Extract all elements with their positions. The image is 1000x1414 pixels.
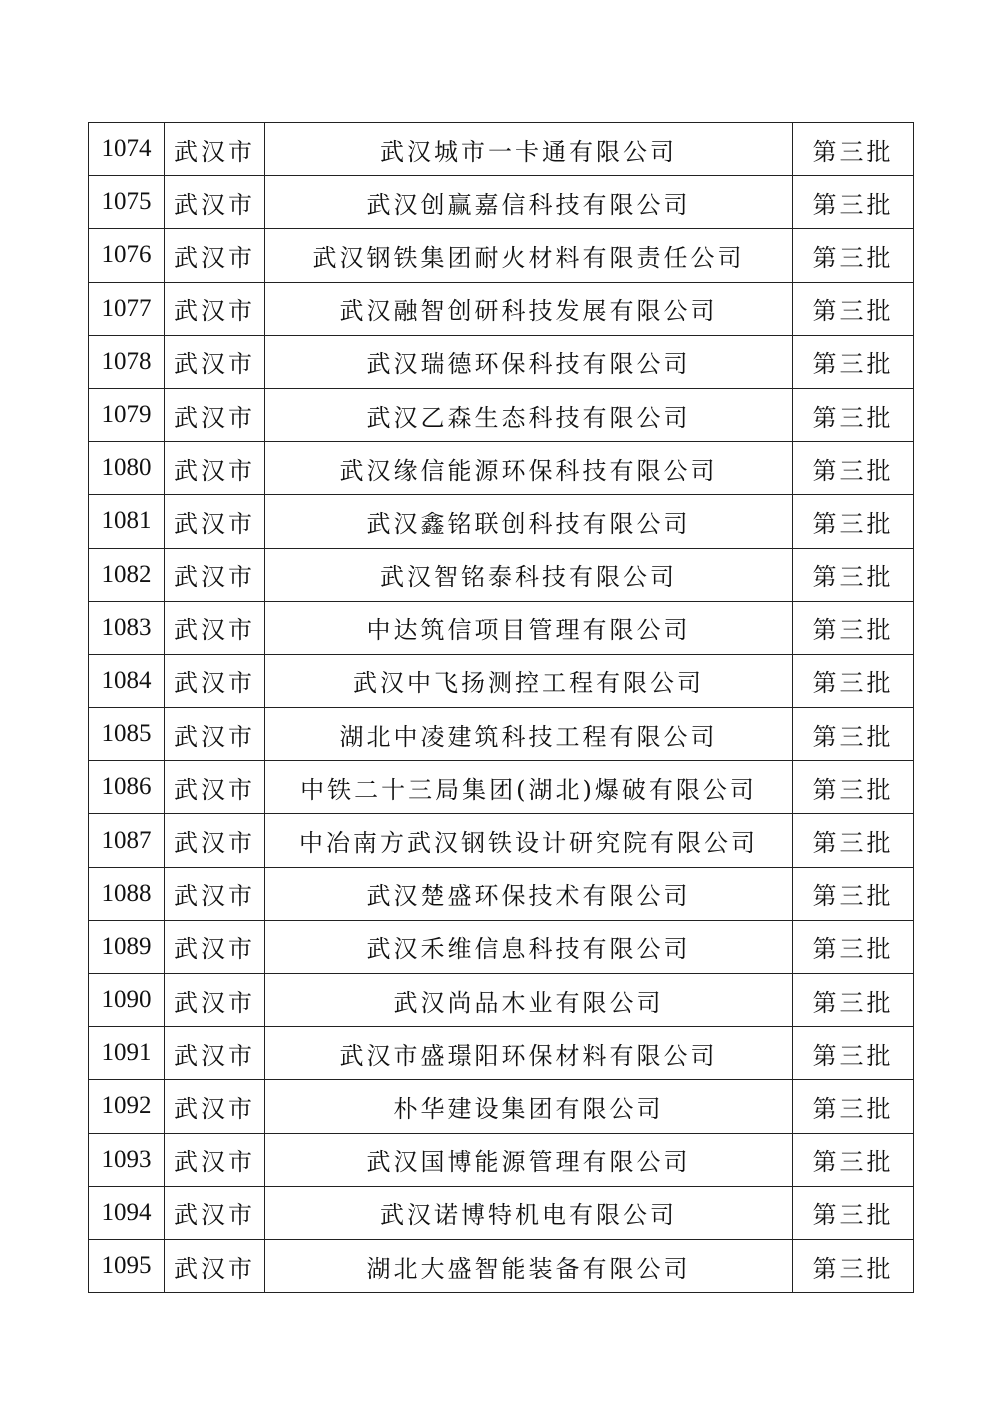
- row-batch: 第三批: [793, 814, 914, 867]
- row-batch: 第三批: [793, 548, 914, 601]
- row-city: 武汉市: [165, 1133, 265, 1186]
- row-number: 1082: [89, 548, 165, 601]
- table-row: [89, 654, 914, 707]
- row-company-name: 武汉市盛璟阳环保材料有限公司: [265, 1027, 793, 1080]
- table-row: [89, 708, 914, 761]
- row-city: 武汉市: [165, 442, 265, 495]
- row-number: 1092: [89, 1080, 165, 1133]
- row-company-name: 武汉创赢嘉信科技有限公司: [265, 176, 793, 229]
- row-batch: 第三批: [793, 335, 914, 388]
- row-city: 武汉市: [165, 229, 265, 282]
- table-row: [89, 495, 914, 548]
- row-company-name: 武汉乙森生态科技有限公司: [265, 388, 793, 441]
- row-company-name: 中冶南方武汉钢铁设计研究院有限公司: [265, 814, 793, 867]
- row-company-name: 武汉鑫铭联创科技有限公司: [265, 495, 793, 548]
- row-company-name: 武汉国博能源管理有限公司: [265, 1133, 793, 1186]
- table-row: [89, 176, 914, 229]
- row-batch: 第三批: [793, 123, 914, 176]
- row-company-name: 武汉智铭泰科技有限公司: [265, 548, 793, 601]
- row-city: 武汉市: [165, 548, 265, 601]
- row-number: 1080: [89, 442, 165, 495]
- table-row: [89, 282, 914, 335]
- row-batch: 第三批: [793, 388, 914, 441]
- row-batch: 第三批: [793, 1027, 914, 1080]
- row-company-name: 武汉城市一卡通有限公司: [265, 123, 793, 176]
- table-row: [89, 388, 914, 441]
- row-batch: 第三批: [793, 1239, 914, 1292]
- row-batch: 第三批: [793, 495, 914, 548]
- table-row: [89, 974, 914, 1027]
- row-city: 武汉市: [165, 601, 265, 654]
- row-batch: 第三批: [793, 1133, 914, 1186]
- row-company-name: 武汉诺博特机电有限公司: [265, 1186, 793, 1239]
- row-company-name: 武汉禾维信息科技有限公司: [265, 920, 793, 973]
- row-number: 1083: [89, 601, 165, 654]
- row-company-name: 中铁二十三局集团(湖北)爆破有限公司: [265, 761, 793, 814]
- row-city: 武汉市: [165, 335, 265, 388]
- row-number: 1093: [89, 1133, 165, 1186]
- table-row: [89, 1239, 914, 1292]
- row-company-name: 武汉楚盛环保技术有限公司: [265, 867, 793, 920]
- row-batch: 第三批: [793, 1186, 914, 1239]
- row-number: 1084: [89, 654, 165, 707]
- row-company-name: 朴华建设集团有限公司: [265, 1080, 793, 1133]
- row-city: 武汉市: [165, 388, 265, 441]
- row-city: 武汉市: [165, 123, 265, 176]
- row-batch: 第三批: [793, 974, 914, 1027]
- row-batch: 第三批: [793, 282, 914, 335]
- row-number: 1089: [89, 920, 165, 973]
- row-company-name: 武汉钢铁集团耐火材料有限责任公司: [265, 229, 793, 282]
- table-row: [89, 867, 914, 920]
- row-city: 武汉市: [165, 814, 265, 867]
- row-number: 1088: [89, 867, 165, 920]
- row-city: 武汉市: [165, 1027, 265, 1080]
- row-number: 1078: [89, 335, 165, 388]
- row-number: 1086: [89, 761, 165, 814]
- table-row: [89, 1133, 914, 1186]
- table-row: [89, 601, 914, 654]
- row-company-name: 武汉融智创研科技发展有限公司: [265, 282, 793, 335]
- row-batch: 第三批: [793, 867, 914, 920]
- row-number: 1081: [89, 495, 165, 548]
- row-number: 1075: [89, 176, 165, 229]
- row-batch: 第三批: [793, 654, 914, 707]
- row-batch: 第三批: [793, 176, 914, 229]
- table-row: [89, 1186, 914, 1239]
- row-batch: 第三批: [793, 761, 914, 814]
- row-number: 1091: [89, 1027, 165, 1080]
- row-batch: 第三批: [793, 601, 914, 654]
- row-number: 1095: [89, 1239, 165, 1292]
- row-city: 武汉市: [165, 282, 265, 335]
- row-city: 武汉市: [165, 176, 265, 229]
- table-body: [89, 123, 914, 1293]
- row-number: 1090: [89, 974, 165, 1027]
- table-row: [89, 442, 914, 495]
- company-list-table-wrapper: [88, 122, 913, 1293]
- row-company-name: 武汉缘信能源环保科技有限公司: [265, 442, 793, 495]
- table-row: [89, 548, 914, 601]
- row-number: 1076: [89, 229, 165, 282]
- row-city: 武汉市: [165, 761, 265, 814]
- row-city: 武汉市: [165, 654, 265, 707]
- row-batch: 第三批: [793, 1080, 914, 1133]
- table-row: [89, 1080, 914, 1133]
- row-city: 武汉市: [165, 974, 265, 1027]
- row-number: 1085: [89, 708, 165, 761]
- row-batch: 第三批: [793, 708, 914, 761]
- row-city: 武汉市: [165, 1080, 265, 1133]
- table-row: [89, 814, 914, 867]
- table-row: [89, 229, 914, 282]
- row-company-name: 武汉尚品木业有限公司: [265, 974, 793, 1027]
- row-number: 1074: [89, 123, 165, 176]
- row-number: 1087: [89, 814, 165, 867]
- row-city: 武汉市: [165, 495, 265, 548]
- row-number: 1079: [89, 388, 165, 441]
- row-number: 1094: [89, 1186, 165, 1239]
- table-row: [89, 920, 914, 973]
- row-city: 武汉市: [165, 867, 265, 920]
- table-row: [89, 761, 914, 814]
- table-row: [89, 123, 914, 176]
- row-city: 武汉市: [165, 1186, 265, 1239]
- company-list-table: [88, 122, 914, 1293]
- table-row: [89, 335, 914, 388]
- row-city: 武汉市: [165, 708, 265, 761]
- row-batch: 第三批: [793, 442, 914, 495]
- row-company-name: 中达筑信项目管理有限公司: [265, 601, 793, 654]
- row-city: 武汉市: [165, 920, 265, 973]
- row-company-name: 湖北大盛智能装备有限公司: [265, 1239, 793, 1292]
- row-number: 1077: [89, 282, 165, 335]
- row-batch: 第三批: [793, 229, 914, 282]
- row-company-name: 武汉瑞德环保科技有限公司: [265, 335, 793, 388]
- table-row: [89, 1027, 914, 1080]
- row-company-name: 武汉中飞扬测控工程有限公司: [265, 654, 793, 707]
- row-batch: 第三批: [793, 920, 914, 973]
- row-company-name: 湖北中凌建筑科技工程有限公司: [265, 708, 793, 761]
- row-city: 武汉市: [165, 1239, 265, 1292]
